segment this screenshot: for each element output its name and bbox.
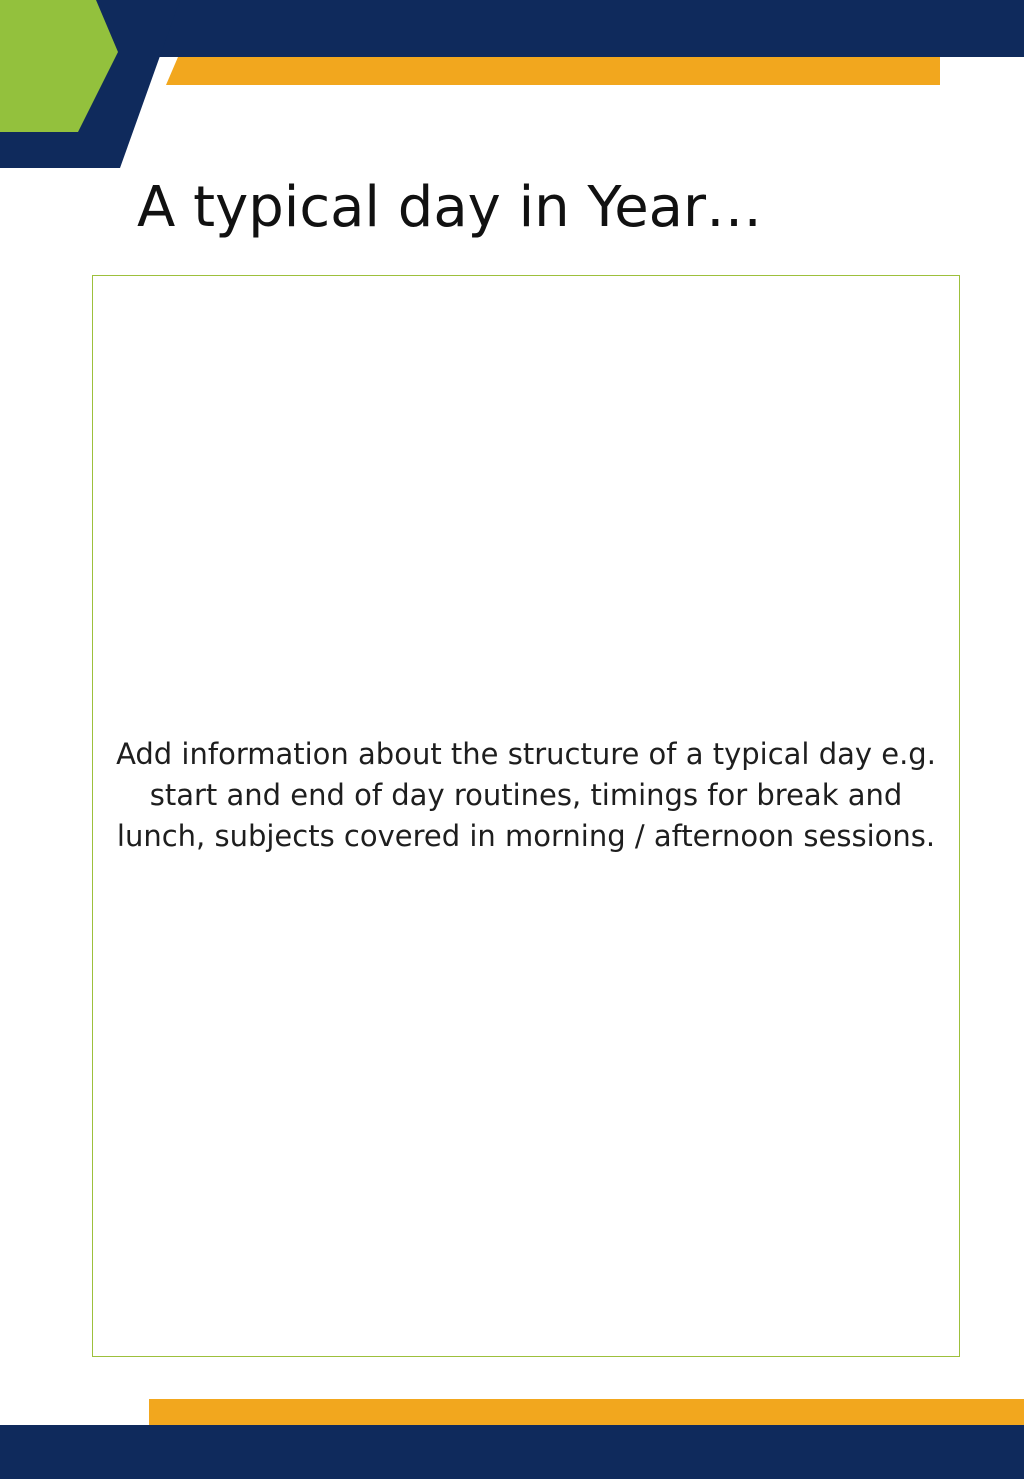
footer-orange-stripe: [149, 1399, 1024, 1425]
header-banner-graphic: [0, 0, 1024, 170]
footer-navy-band: [0, 1425, 1024, 1479]
footer-banner-graphic: [0, 1396, 1024, 1479]
content-placeholder-box: [92, 275, 960, 1357]
header-orange-stripe: [166, 57, 940, 85]
page-title: A typical day in Year…: [137, 175, 762, 240]
placeholder-instructions-text: Add information about the structure of a typical day e.g. start and end of day routines, timings for break and lunch, subjects covered in morning / afternoon sessions.: [116, 737, 936, 853]
